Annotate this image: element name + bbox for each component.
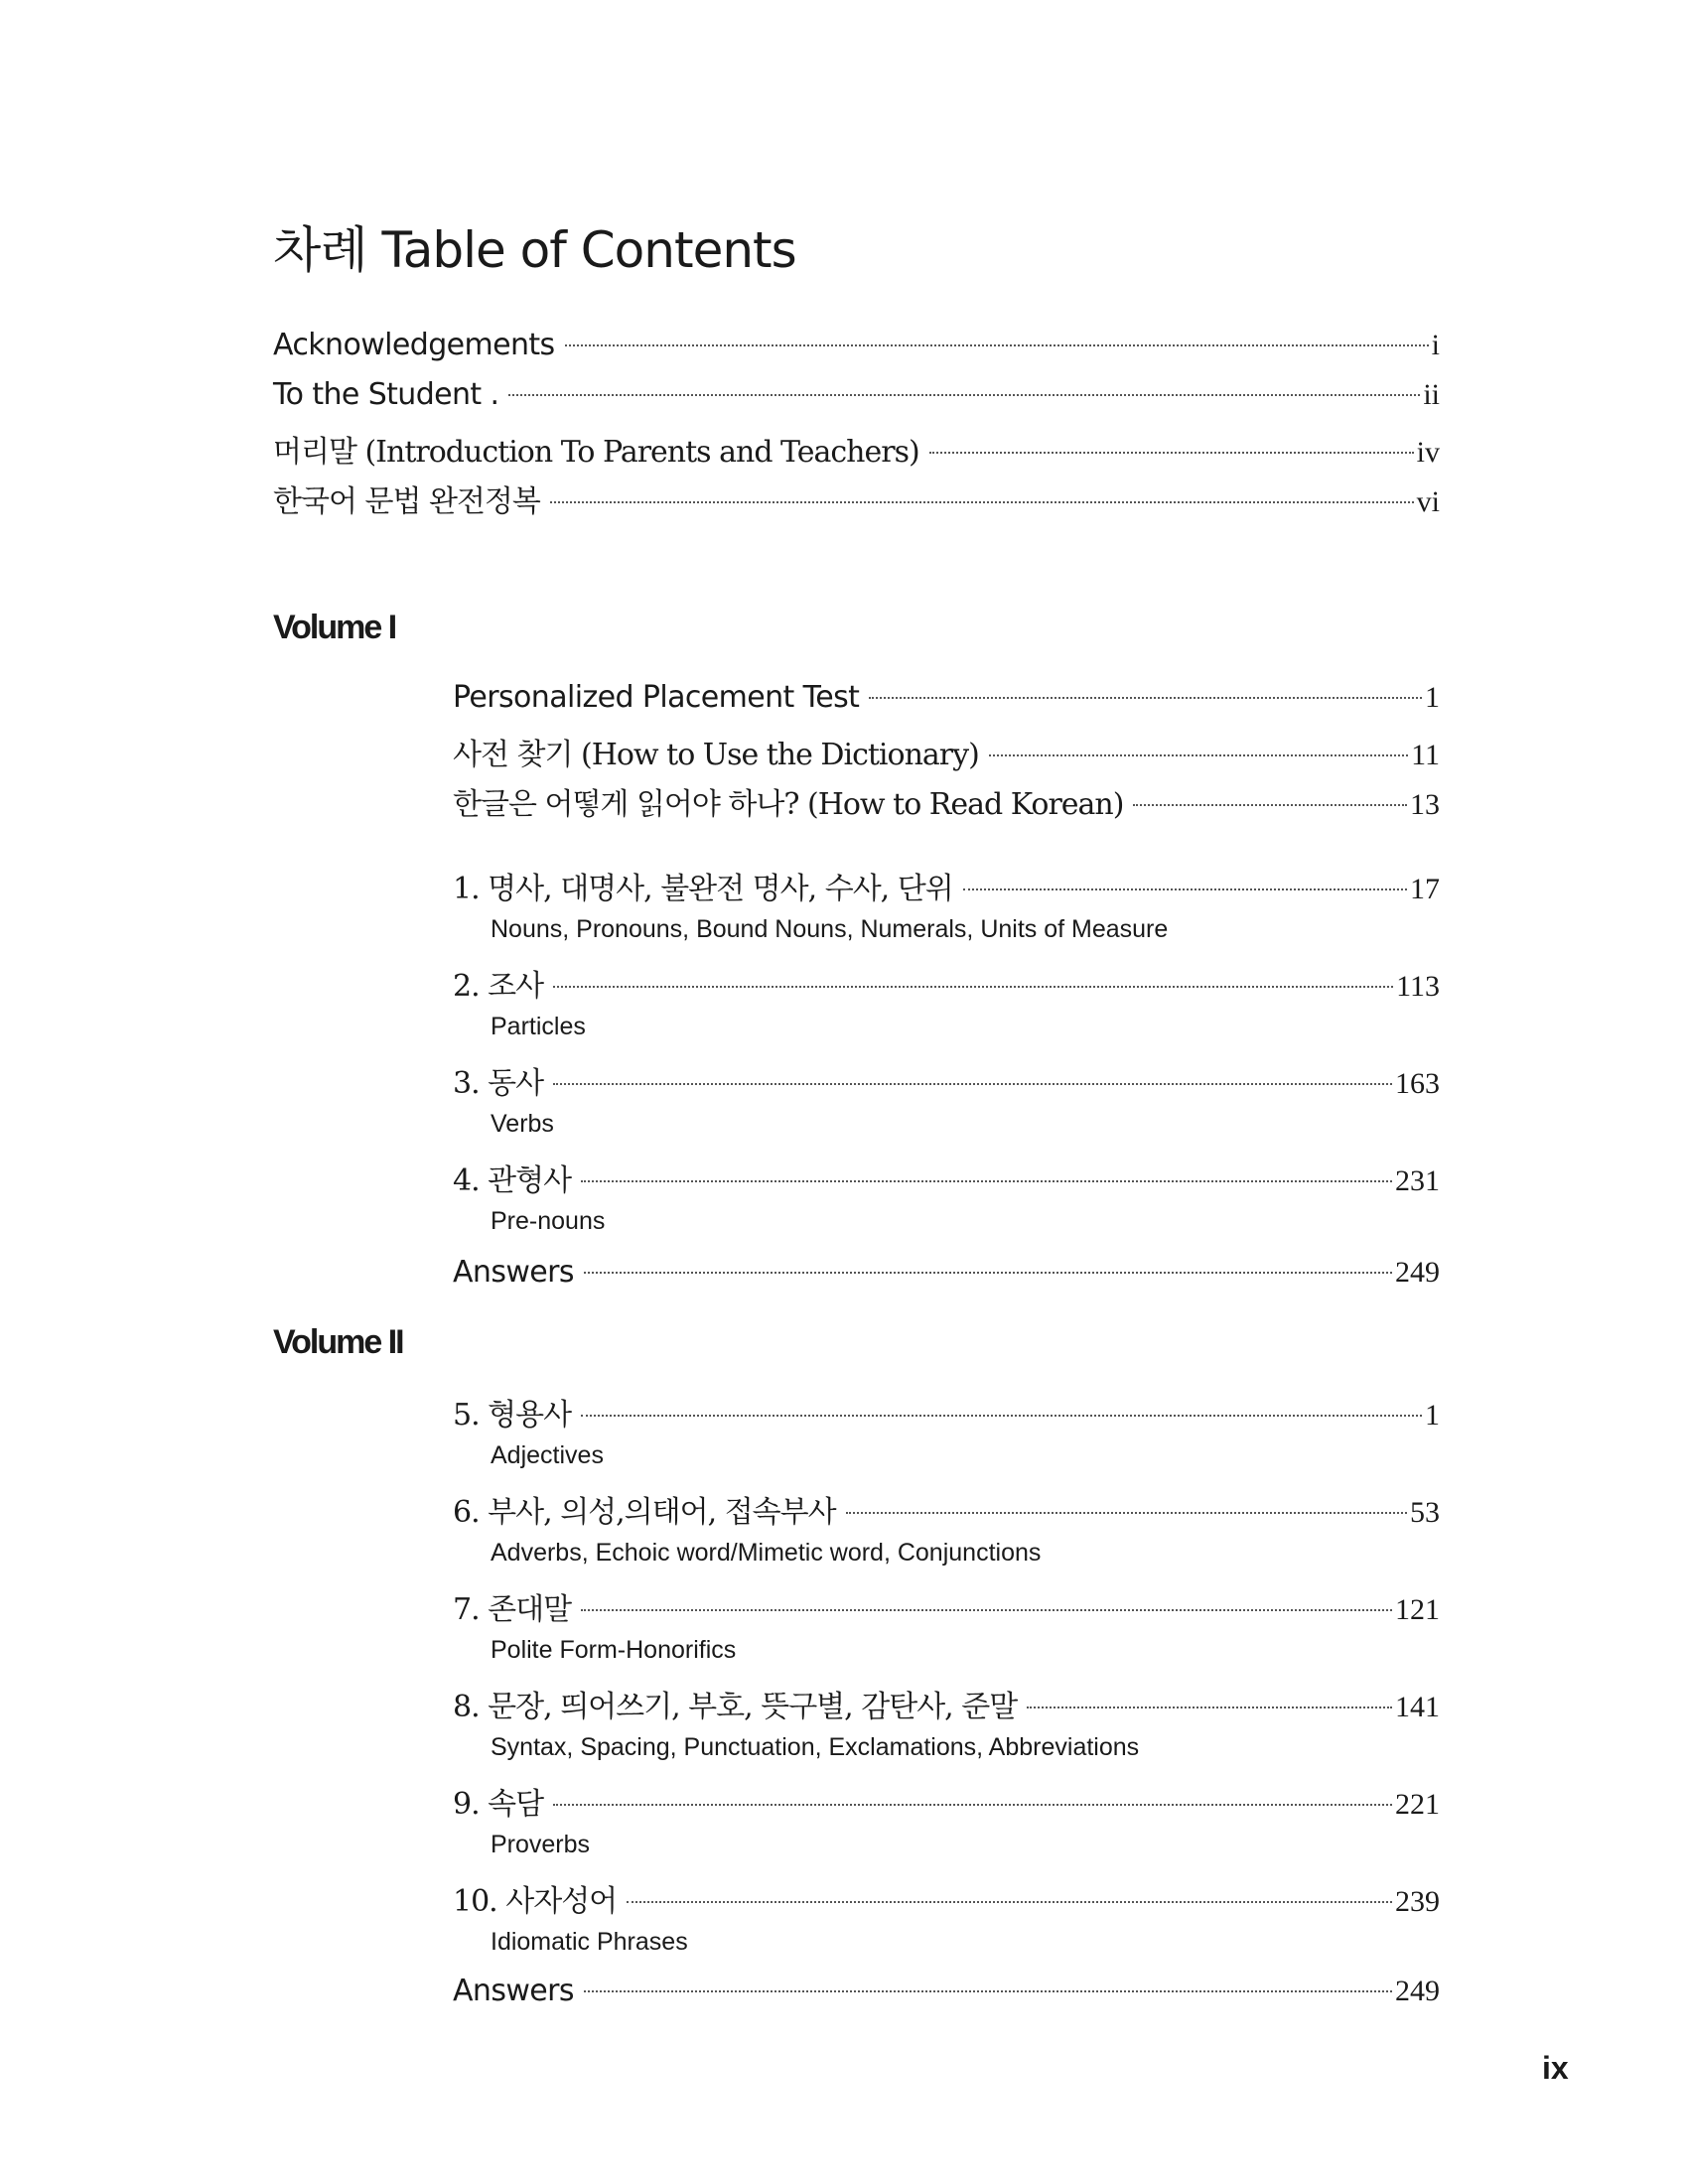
- chapter-8-description: Syntax, Spacing, Punctuation, Exclamations, Abbreviations: [491, 1733, 1140, 1761]
- toc-entry-answers-volume-2[interactable]: [453, 1974, 1440, 2017]
- chapter-6-description: Adverbs, Echoic word/Mimetic word, Conjunctions: [491, 1539, 1042, 1567]
- volume-2-heading: Volume II: [273, 1323, 403, 1361]
- toc-entry-page: 53: [1410, 1496, 1440, 1529]
- dot-leader: [963, 888, 1407, 890]
- toc-entry-page: 1: [1425, 1399, 1440, 1432]
- chapter-5-description: Adjectives: [491, 1441, 604, 1469]
- toc-entry-label: 3. 동사: [453, 1066, 544, 1101]
- toc-entry-page: 239: [1395, 1885, 1440, 1918]
- dot-leader: [584, 1272, 1392, 1274]
- toc-entry-label: 2. 조사: [453, 969, 544, 1004]
- toc-entry-page: 163: [1395, 1067, 1440, 1100]
- dot-leader: [581, 1609, 1392, 1611]
- toc-entry-acknowledgements[interactable]: [273, 328, 1440, 371]
- toc-entry-page: 11: [1411, 739, 1440, 771]
- toc-entry-label: 사전 찾기 (How to Use the Dictionary): [453, 738, 979, 772]
- dot-leader: [565, 344, 1429, 346]
- dot-leader: [553, 1083, 1392, 1085]
- toc-entry-label: 10. 사자성어: [453, 1884, 618, 1919]
- dot-leader: [584, 1990, 1392, 1992]
- toc-entry-label: Answers: [453, 1255, 574, 1290]
- toc-entry-label: 머리말 (Introduction To Parents and Teachers): [273, 435, 919, 470]
- toc-entry-page: 221: [1395, 1788, 1440, 1821]
- dot-leader: [1133, 804, 1407, 806]
- toc-entry-chapter-5[interactable]: [453, 1390, 1440, 1433]
- chapter-4-description: Pre-nouns: [491, 1207, 606, 1235]
- toc-entry-introduction[interactable]: [273, 427, 1440, 471]
- dot-leader: [508, 394, 1420, 396]
- toc-entry-placement-test[interactable]: [453, 680, 1440, 724]
- toc-entry-label: Personalized Placement Test: [453, 680, 860, 715]
- toc-entry-page: vi: [1416, 485, 1440, 518]
- toc-entry-korean-grammar[interactable]: [273, 477, 1440, 520]
- toc-entry-dictionary[interactable]: [453, 730, 1440, 773]
- toc-entry-chapter-10[interactable]: [453, 1876, 1440, 1920]
- dot-leader: [553, 1804, 1392, 1806]
- dot-leader: [869, 697, 1422, 699]
- toc-entry-label: 4. 관형사: [453, 1163, 572, 1198]
- toc-entry-label: 한글은 어떻게 읽어야 하나? (How to Read Korean): [453, 787, 1124, 822]
- toc-entry-page: 113: [1396, 970, 1440, 1003]
- dot-leader: [550, 501, 1414, 503]
- toc-entry-page: iv: [1416, 436, 1440, 469]
- toc-entry-chapter-1[interactable]: [453, 864, 1440, 907]
- toc-entry-page: 231: [1395, 1164, 1440, 1197]
- page-number: ix: [1542, 2050, 1569, 2086]
- toc-entry-label: 9. 속담: [453, 1787, 544, 1822]
- toc-entry-page: 141: [1395, 1691, 1440, 1723]
- toc-entry-label: 7. 존대말: [453, 1592, 572, 1627]
- chapter-1-description: Nouns, Pronouns, Bound Nouns, Numerals, Units of Measure: [491, 915, 1169, 943]
- dot-leader: [581, 1415, 1422, 1417]
- toc-entry-chapter-3[interactable]: [453, 1058, 1440, 1102]
- toc-entry-chapter-9[interactable]: [453, 1779, 1440, 1823]
- volume-1-heading: Volume I: [273, 609, 396, 646]
- toc-entry-read-korean[interactable]: [453, 779, 1440, 823]
- toc-entry-page: i: [1431, 329, 1440, 361]
- dot-leader: [989, 754, 1408, 756]
- toc-entry-chapter-6[interactable]: [453, 1487, 1440, 1531]
- chapter-9-description: Proverbs: [491, 1831, 591, 1858]
- toc-entry-label: 8. 문장, 띄어쓰기, 부호, 뜻구별, 감탄사, 준말: [453, 1690, 1018, 1724]
- toc-entry-label: 한국어 문법 완전정복: [273, 484, 540, 519]
- chapter-3-description: Verbs: [491, 1110, 554, 1138]
- toc-entry-page: ii: [1423, 378, 1440, 411]
- toc-entry-page: 249: [1395, 1975, 1440, 2007]
- toc-entry-page: 1: [1425, 681, 1440, 714]
- chapter-7-description: Polite Form-Honorifics: [491, 1636, 737, 1664]
- toc-entry-label: Acknowledgements: [273, 328, 555, 362]
- page-title: 차례 Table of Contents: [273, 221, 796, 279]
- toc-entry-page: 17: [1410, 873, 1440, 905]
- dot-leader: [581, 1180, 1392, 1182]
- toc-entry-answers-volume-1[interactable]: [453, 1255, 1440, 1298]
- toc-entry-page: 249: [1395, 1256, 1440, 1289]
- chapter-2-description: Particles: [491, 1013, 586, 1040]
- chapter-10-description: Idiomatic Phrases: [491, 1928, 688, 1956]
- dot-leader: [553, 986, 1393, 988]
- toc-entry-label: 6. 부사, 의성,의태어, 접속부사: [453, 1495, 836, 1530]
- toc-entry-chapter-2[interactable]: [453, 961, 1440, 1005]
- toc-entry-label: 1. 명사, 대명사, 불완전 명사, 수사, 단위: [453, 872, 953, 906]
- toc-entry-label: Answers: [453, 1974, 574, 2008]
- dot-leader: [1027, 1706, 1392, 1708]
- toc-entry-label: 5. 형용사: [453, 1398, 572, 1433]
- toc-entry-to-the-student[interactable]: [273, 377, 1440, 421]
- toc-entry-chapter-8[interactable]: [453, 1682, 1440, 1725]
- dot-leader: [627, 1901, 1392, 1903]
- dot-leader: [846, 1512, 1407, 1514]
- toc-entry-label: To the Student .: [273, 377, 499, 412]
- toc-entry-chapter-4[interactable]: [453, 1156, 1440, 1199]
- dot-leader: [929, 452, 1414, 454]
- toc-entry-page: 13: [1410, 788, 1440, 821]
- toc-entry-page: 121: [1395, 1593, 1440, 1626]
- toc-entry-chapter-7[interactable]: [453, 1584, 1440, 1628]
